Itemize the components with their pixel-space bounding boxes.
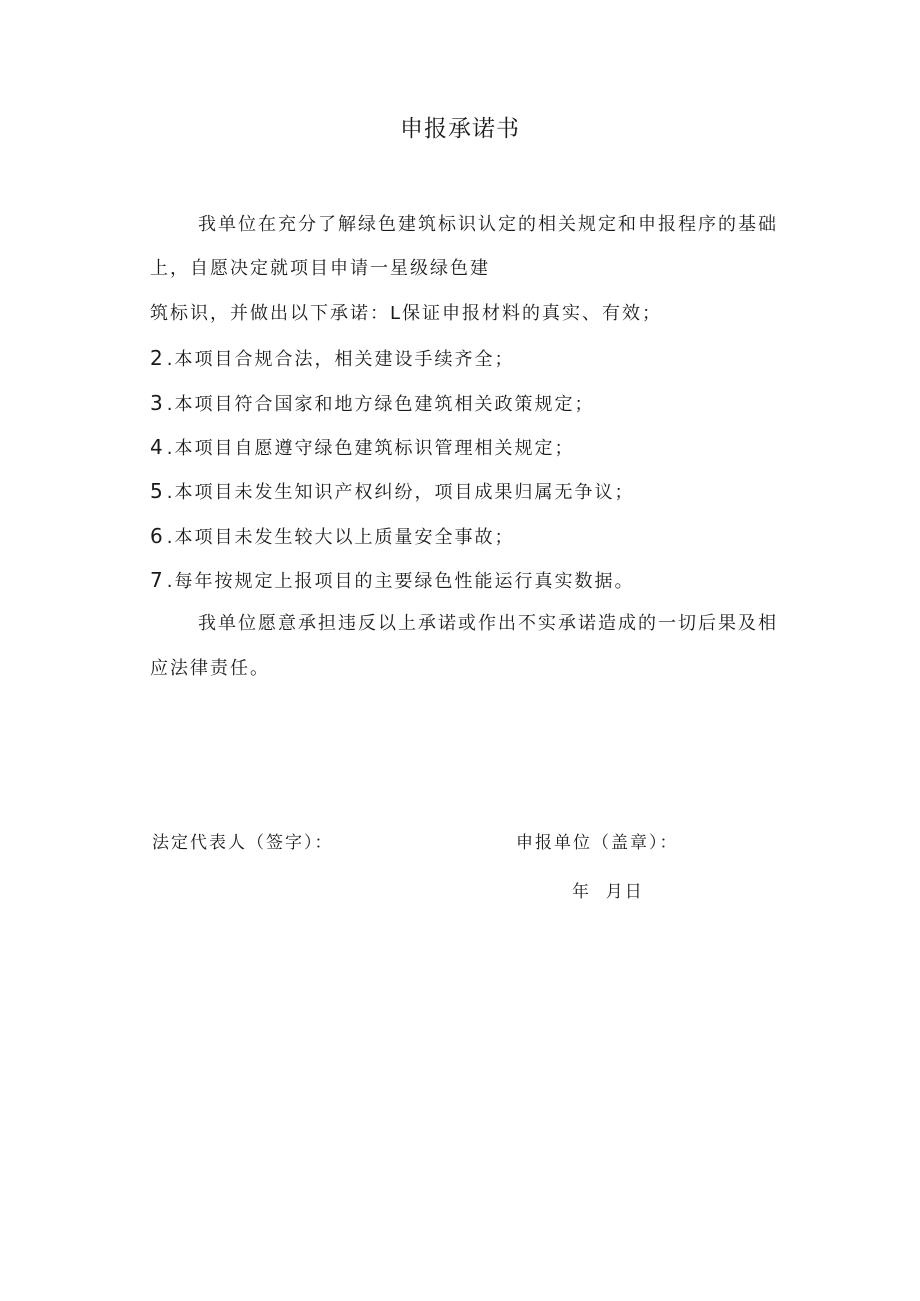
item-number: 2 [150,346,163,370]
closing-line-2: 应法律责任。 [150,658,270,679]
item-number: 6 [150,524,163,548]
item-text: .本项目符合国家和地方绿色建筑相关政策规定； [166,394,595,415]
commitment-item-7 [150,567,634,595]
commitment-item-5 [150,478,634,506]
item-number: 4 [150,435,163,459]
closing-line-1: 我单位愿意承担违反以上承诺或作出不实承诺造成的一切后果及相 [198,613,778,634]
item-text: .本项目未发生较大以上质量安全事故； [166,527,515,548]
item-text: .本项目自愿遵守绿色建筑标识管理相关规定； [166,438,575,459]
intro-line-2: 上，自愿决定就项目申请一星级绿色建 [150,258,490,279]
commitment-item-6 [150,523,514,551]
item-text: .每年按规定上报项目的主要绿色性能运行真实数据。 [166,571,635,592]
commitment-item-3 [150,390,594,418]
commitment-item-2 [150,345,514,373]
item-text: .本项目未发生知识产权纠纷，项目成果归属无争议； [166,482,635,503]
date-label: 年 月日 [572,882,644,902]
intro-line-3: 筑标识，并做出以下承诺：L保证申报材料的真实、有效； [150,303,663,324]
item-text: .本项目合规合法，相关建设手续齐全； [166,349,515,370]
applicant-unit-seal-label: 申报单位（盖章）： [516,833,679,853]
commitment-item-4 [150,434,574,462]
intro-line-1: 我单位在充分了解绿色建筑标识认定的相关规定和申报程序的基础 [198,214,778,235]
item-number: 7 [150,568,163,592]
legal-representative-signature-label: 法定代表人（签字）： [152,833,334,853]
item-number: 5 [150,479,163,503]
item-number: 3 [150,391,163,415]
document-title: 申报承诺书 [400,116,520,142]
